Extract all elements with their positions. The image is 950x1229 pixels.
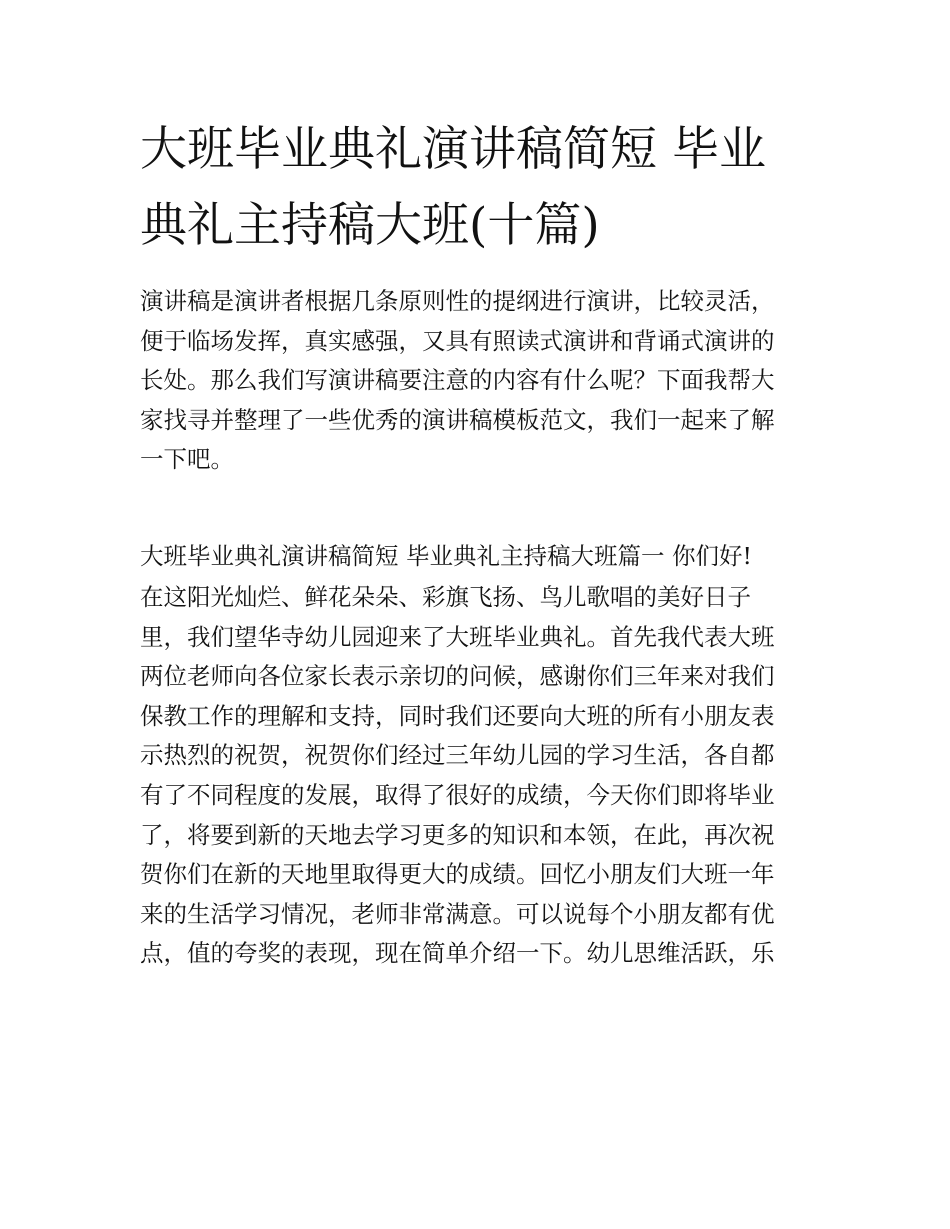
intro-line-5: 一下吧。 (140, 445, 234, 474)
body-line-10: 点，值的夸奖的表现，现在简单介绍一下。幼儿思维活跃，乐 (140, 939, 775, 968)
body-line-1: 在这阳光灿烂、鲜花朵朵、彩旗飞扬、鸟儿歌唱的美好日子 (140, 583, 751, 611)
body-line-4: 保教工作的理解和支持，同时我们还要向大班的所有小朋友表 (140, 701, 775, 730)
document-title (140, 112, 820, 264)
body-line-5: 示热烈的祝贺，祝贺你们经过三年幼儿园的学习生活，各自都 (140, 741, 775, 770)
intro-line-4: 家找寻并整理了一些优秀的演讲稿模板范文，我们一起来了解 (140, 405, 775, 434)
section-heading-text: 大班毕业典礼演讲稿简短 毕业典礼主持稿大班篇一 你们好! (140, 542, 752, 570)
intro-line-1: 演讲稿是演讲者根据几条原则性的提纲进行演讲，比较灵活， (140, 287, 775, 315)
body-line-9: 来的生活学习情况，老师非常满意。可以说每个小朋友都有优 (140, 899, 775, 928)
body-line-2: 里，我们望华寺幼儿园迎来了大班毕业典礼。首先我代表大班 (140, 622, 775, 651)
section-heading (140, 537, 820, 577)
intro-paragraph (140, 282, 820, 480)
body-line-8: 贺你们在新的天地里取得更大的成绩。回忆小朋友们大班一年 (140, 860, 775, 889)
body-line-6: 有了不同程度的发展，取得了很好的成绩，今天你们即将毕业 (140, 780, 775, 809)
intro-line-2: 便于临场发挥，真实感强，又具有照读式演讲和背诵式演讲的 (140, 326, 775, 355)
body-line-3: 两位老师向各位家长表示亲切的问候，感谢你们三年来对我们 (140, 662, 775, 691)
intro-line-3: 长处。那么我们写演讲稿要注意的内容有什么呢？下面我帮大 (140, 366, 775, 395)
title-line-2: 典礼主持稿大班(十篇) (140, 198, 600, 253)
body-paragraph (140, 578, 820, 974)
title-line-1: 大班毕业典礼演讲稿简短 毕业 (140, 122, 766, 177)
body-line-7: 了，将要到新的天地去学习更多的知识和本领，在此，再次祝 (140, 820, 775, 849)
